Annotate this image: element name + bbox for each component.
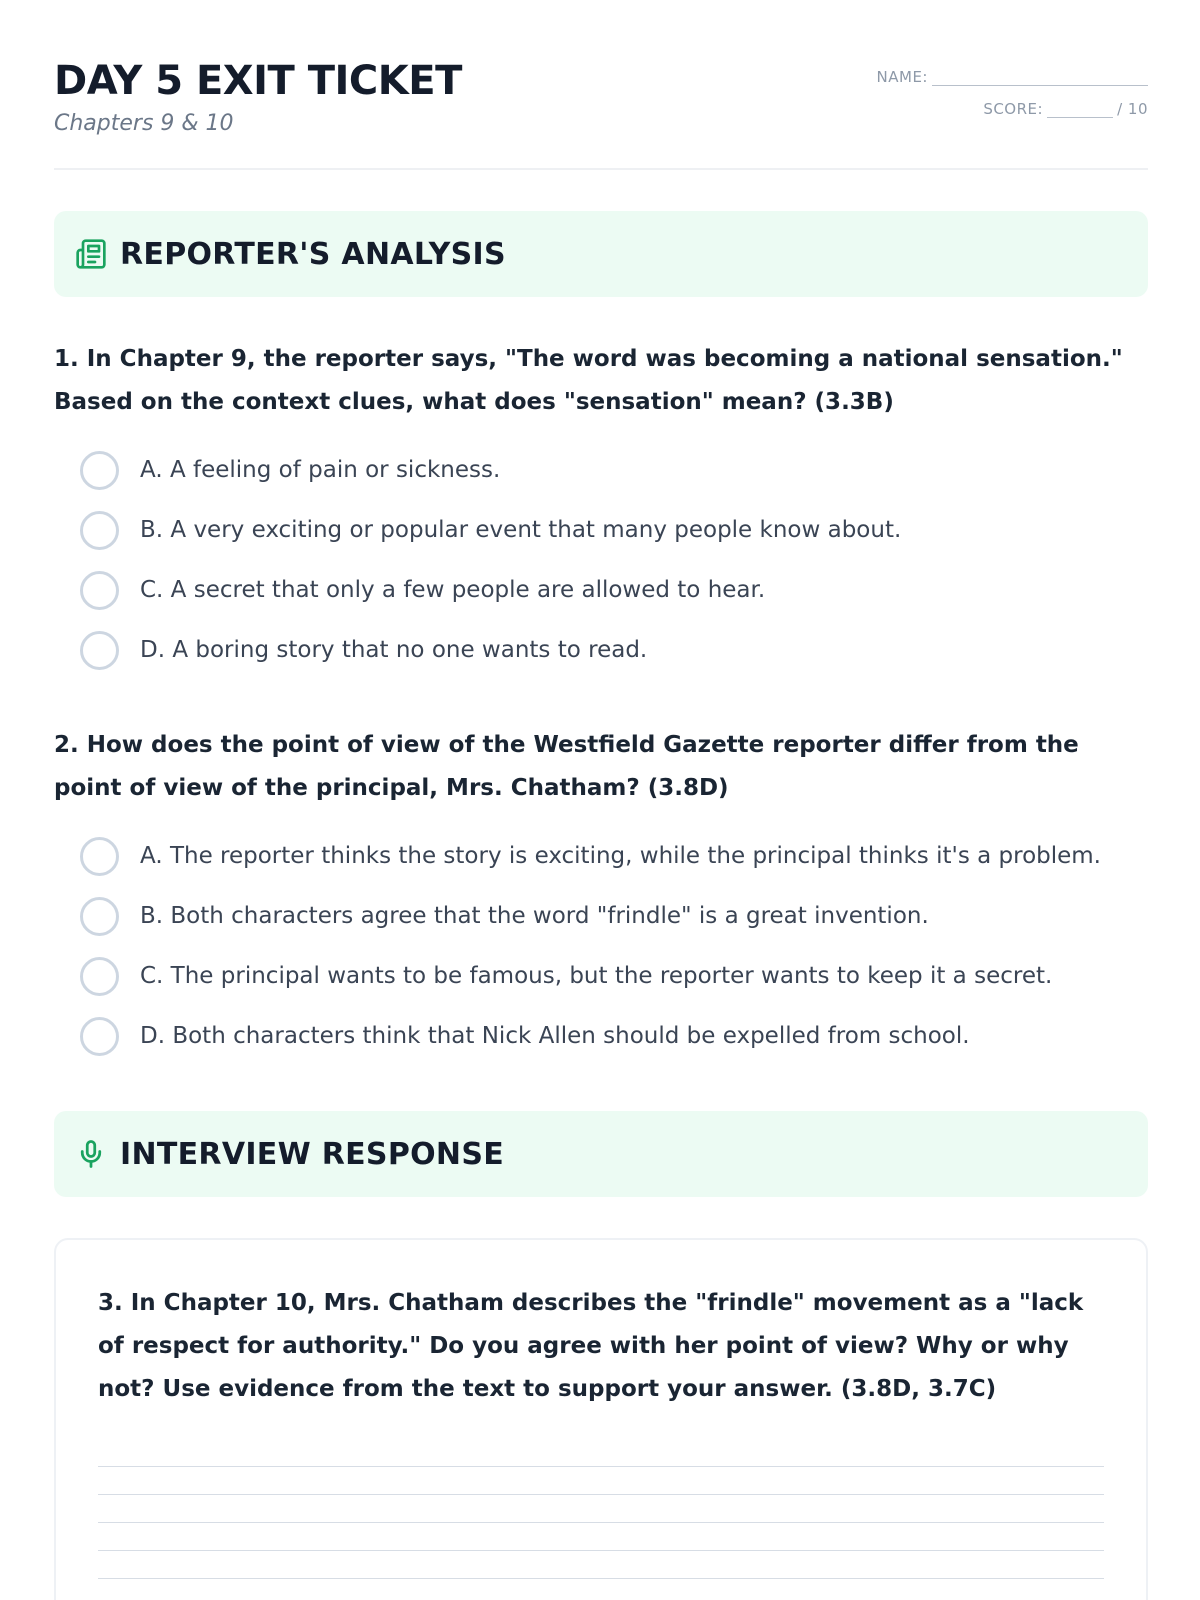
answer-option[interactable]: [80, 886, 1148, 946]
radio-button[interactable]: [80, 837, 119, 876]
option-text: C. The principal wants to be famous, but the reporter wants to keep it a secret.: [140, 963, 1053, 989]
radio-button[interactable]: [80, 957, 119, 996]
answer-writing-line[interactable]: [98, 1522, 1104, 1523]
answer-option[interactable]: [80, 946, 1148, 1006]
score-total: / 10: [1117, 100, 1148, 118]
radio-button[interactable]: [80, 897, 119, 936]
page-title: DAY 5 EXIT TICKET: [54, 58, 462, 104]
section-reporters-analysis: [54, 211, 1148, 297]
radio-button[interactable]: [80, 451, 119, 490]
ticket-header: [54, 52, 1148, 170]
answer-option[interactable]: [80, 1006, 1148, 1066]
name-label: NAME:: [876, 68, 928, 86]
answer-option[interactable]: [80, 440, 1148, 500]
answer-writing-line[interactable]: [98, 1494, 1104, 1495]
question-1-options: [80, 440, 1148, 680]
answer-writing-line[interactable]: [98, 1578, 1104, 1579]
answer-writing-line[interactable]: [98, 1466, 1104, 1467]
question-2-options: [80, 826, 1148, 1066]
name-blank-line[interactable]: [932, 72, 1148, 86]
option-text: A. A feeling of pain or sickness.: [140, 457, 501, 483]
section-interview-response: [54, 1111, 1148, 1197]
score-label: SCORE:: [983, 100, 1044, 118]
page-subtitle: Chapters 9 & 10: [54, 111, 234, 136]
section-label: REPORTER'S ANALYSIS: [120, 236, 506, 272]
section-label: INTERVIEW RESPONSE: [120, 1136, 505, 1172]
option-text: D. A boring story that no one wants to read.: [140, 637, 648, 663]
score-field: [983, 100, 1148, 118]
option-text: C. A secret that only a few people are allowed to hear.: [140, 577, 766, 603]
question-3-text: 3. In Chapter 10, Mrs. Chatham describes the "frindle" movement as a "lack of respect for authority." Do you agree with her point of view? Why or why not? Use evidence from the text to support your answer. (3.8D, 3.7C): [98, 1290, 1084, 1402]
question-2-text: 2. How does the point of view of the Westfield Gazette reporter differ from the point of view of the principal, Mrs. Chatham? (3.8D): [54, 732, 1079, 801]
option-text: D. Both characters think that Nick Allen should be expelled from school.: [140, 1023, 970, 1049]
radio-button[interactable]: [80, 631, 119, 670]
newspaper-icon: [74, 237, 108, 271]
answer-option[interactable]: [80, 500, 1148, 560]
option-text: B. Both characters agree that the word "frindle" is a great invention.: [140, 903, 929, 929]
microphone-icon: [74, 1137, 108, 1171]
answer-option[interactable]: [80, 560, 1148, 620]
radio-button[interactable]: [80, 571, 119, 610]
option-text: B. A very exciting or popular event that many people know about.: [140, 517, 902, 543]
radio-button[interactable]: [80, 1017, 119, 1056]
score-blank-line: [1047, 104, 1113, 118]
name-field[interactable]: [877, 68, 1148, 86]
radio-button[interactable]: [80, 511, 119, 550]
exit-ticket-page: [54, 0, 1148, 1600]
answer-option[interactable]: [80, 826, 1148, 886]
answer-option[interactable]: [80, 620, 1148, 680]
question-1-text: 1. In Chapter 9, the reporter says, "The word was becoming a national sensation." Based on the context clues, what does "sensation" mean? (3.3B): [54, 346, 1123, 415]
response-card: [54, 1238, 1148, 1600]
answer-writing-line[interactable]: [98, 1550, 1104, 1551]
option-text: A. The reporter thinks the story is exciting, while the principal thinks it's a problem.: [140, 843, 1101, 869]
